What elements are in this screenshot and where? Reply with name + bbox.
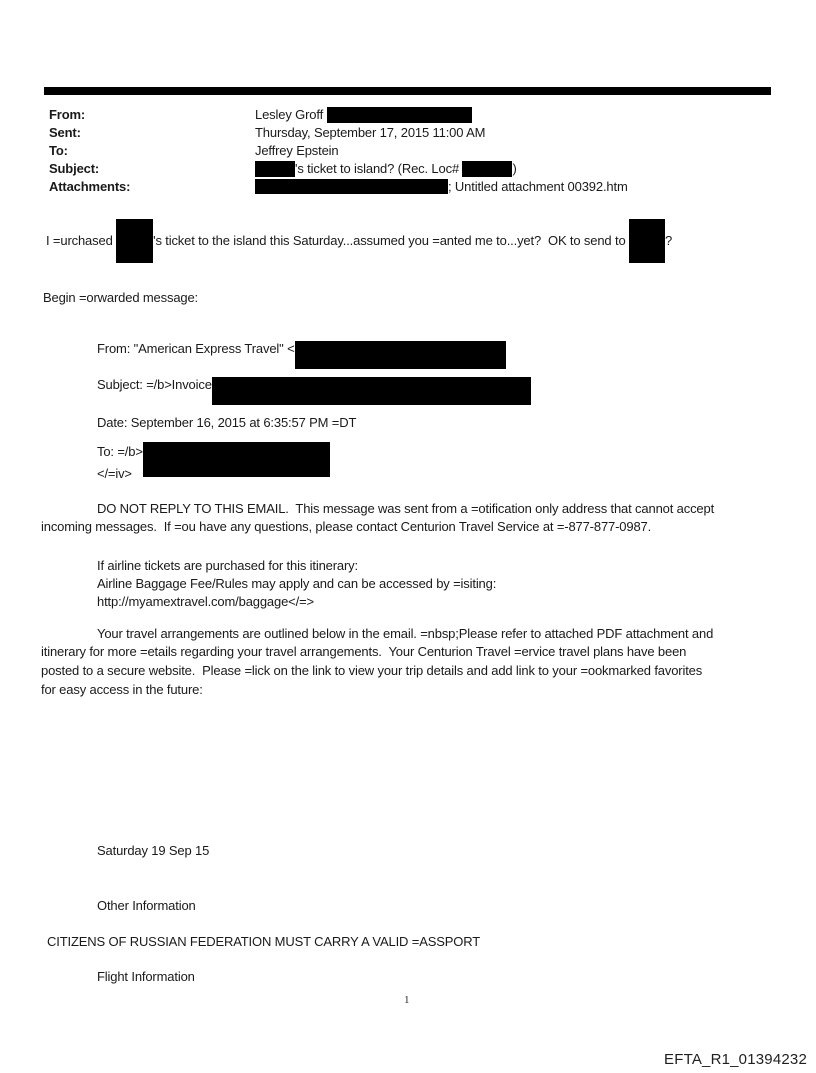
redaction-box — [116, 219, 153, 263]
to-value: Jeffrey Epstein — [255, 143, 339, 158]
header-row-sent — [49, 124, 485, 141]
sent-value: Thursday, September 17, 2015 11:00 AM — [255, 125, 486, 140]
para1-line2: incoming messages. If =ou have any questions, please contact Centurion Travel Service at =-877-877-0987. — [41, 519, 652, 534]
fwd-from-line — [97, 341, 506, 369]
itinerary-date-heading: Saturday 19 Sep 15 — [97, 843, 210, 858]
flight-information-heading: Flight Information — [97, 969, 195, 984]
redaction-box — [462, 161, 512, 177]
para3-line3: posted to a secure website. Please =lick on the link to view your trip details and add link to your =ookmarked favorites — [41, 663, 703, 678]
para2-line3: http://myamextravel.com/baggage</=> — [97, 594, 314, 609]
redaction-box — [212, 377, 531, 405]
para2-line1: If airline tickets are purchased for this itinerary: — [97, 558, 358, 573]
para2-line2: Airline Baggage Fee/Rules may apply and can be accessed by =isiting: — [97, 576, 497, 591]
attachments-value: ; Untitled attachment 00392.htm — [448, 179, 628, 194]
subject-value: 's ticket to island? (Rec. Loc# — [295, 161, 463, 176]
page-number: 1 — [404, 994, 410, 1006]
fwd-subject-line — [97, 377, 531, 405]
para3-line1: Your travel arrangements are outlined below in the email. =nbsp;Please refer to attached PDF attachment and — [97, 626, 714, 641]
redaction-box — [255, 179, 448, 194]
citizens-passport-line: CITIZENS OF RUSSIAN FEDERATION MUST CARRY A VALID =ASSPORT — [47, 934, 481, 949]
redaction-box — [143, 442, 330, 477]
header-row-to — [49, 142, 339, 159]
begin-forwarded-line: Begin =orwarded message: — [43, 290, 199, 305]
fwd-div-close-line: </=iv> — [97, 466, 132, 481]
sent-label: Sent: — [49, 125, 81, 140]
redaction-box — [629, 219, 665, 263]
body-line-1-pre: I =urchased — [46, 233, 117, 248]
fwd-from-text: From: "American Express Travel" < — [97, 341, 295, 356]
attachments-label: Attachments: — [49, 179, 131, 194]
subject-label: Subject: — [49, 161, 100, 176]
header-row-attachments — [49, 178, 628, 195]
body-line-1-mid: 's ticket to the island this Saturday...assumed you =anted me to...yet? OK to send to — [153, 233, 629, 248]
from-value: Lesley Groff — [255, 107, 327, 122]
fwd-to-line — [97, 444, 330, 477]
redaction-box — [327, 107, 472, 123]
header-row-from — [49, 106, 472, 123]
fwd-to-text: To: =/b> — [97, 444, 143, 459]
redaction-box — [295, 341, 506, 369]
para1-line1: DO NOT REPLY TO THIS EMAIL. This message was sent from a =otification only address that cannot accept — [97, 501, 715, 516]
top-black-bar — [44, 87, 771, 95]
body-line-1-end: ? — [664, 233, 673, 248]
bates-number: EFTA_R1_01394232 — [664, 1051, 808, 1068]
fwd-subject-text: Subject: =/b>Invoice — [97, 377, 212, 392]
other-information-heading: Other Information — [97, 898, 196, 913]
para3-line4: for easy access in the future: — [41, 682, 203, 697]
subject-close-paren: ) — [512, 161, 517, 176]
from-label: From: — [49, 107, 86, 122]
fwd-date-line: Date: September 16, 2015 at 6:35:57 PM =DT — [97, 415, 357, 430]
body-line-1 — [46, 218, 672, 263]
redaction-box — [255, 161, 295, 177]
header-row-subject — [49, 160, 517, 177]
para3-line2: itinerary for more =etails regarding your travel arrangements. Your Centurion Travel =ervice travel plans have been — [41, 644, 687, 659]
to-label: To: — [49, 143, 68, 158]
